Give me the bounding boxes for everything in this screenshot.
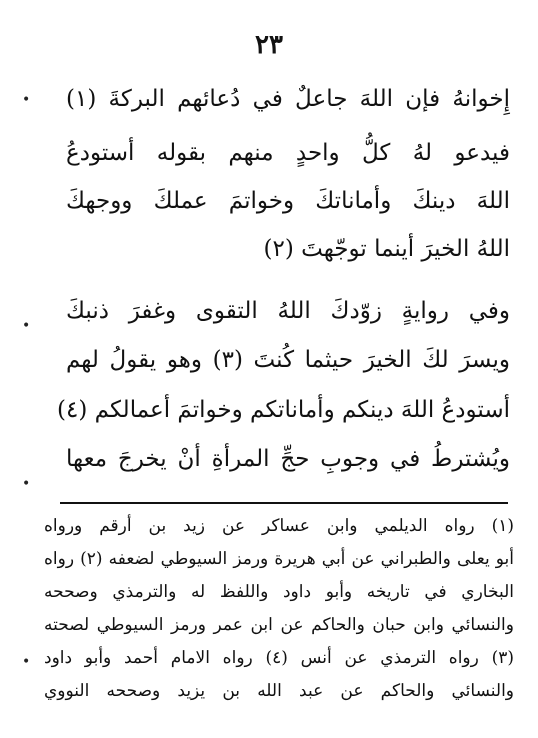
main-text-line: ويُشترطُ في وجوبِ حجِّ المرأةِ أنْ يخرجَ معها bbox=[66, 446, 510, 472]
footnote-line: (١) رواه الديلمي وابن عساكر عن زيد بن أرقم ورواه bbox=[44, 516, 514, 536]
main-text-line: إِخوانهُ فإن اللهَ جاعلٌ في دُعائهم البركةَ (١) bbox=[66, 86, 511, 112]
footnote-line: البخاري في تاريخه وأبو داود واللفظ له والترمذي وصححه bbox=[44, 582, 514, 602]
page-number: ٢٣ bbox=[255, 30, 283, 60]
footnote-divider bbox=[60, 502, 508, 504]
footnote-line: (٣) رواه الترمذي عن أنس (٤) رواه الامام أحمد وأبو داود bbox=[44, 648, 514, 668]
footnote-line: أبو يعلى والطبراني عن أبي هريرة ورمز السيوطي لضعفه (٢) رواه bbox=[44, 549, 514, 569]
margin-dot: • bbox=[22, 318, 31, 334]
main-text-line: أستودعُ اللهَ دينكم وأماناتكم وخواتمَ أعمالكم (٤) bbox=[57, 397, 510, 423]
footnote-line: والنسائي والحاكم عن عبد الله بن يزيد وصححه النووي bbox=[44, 681, 514, 701]
main-text-line: ويسرَ لكَ الخيرَ حيثما كُنتَ (٣) وهو يقولُ لهم bbox=[66, 347, 510, 373]
main-text-line: وفي روايةٍ زوّدكَ اللهُ التقوى وغفرَ ذنبكَ bbox=[66, 298, 510, 324]
margin-dot: • bbox=[22, 92, 31, 108]
margin-dot: • bbox=[22, 654, 31, 670]
footnote-line: والنسائي وابن حبان والحاكم عن ابن عمر ورمز السيوطي لصحته bbox=[44, 615, 514, 635]
main-text-line: فيدعو لهُ كلُّ واحدٍ منهم بقوله أستودعُ bbox=[66, 140, 510, 166]
main-text-line: اللهُ الخيرَ أينما توجّهتَ (٢) bbox=[263, 236, 510, 262]
margin-dot: • bbox=[22, 476, 31, 492]
main-text-line: اللهَ دينكَ وأماناتكَ وخواتمَ عملكَ ووجهكَ bbox=[66, 188, 510, 214]
